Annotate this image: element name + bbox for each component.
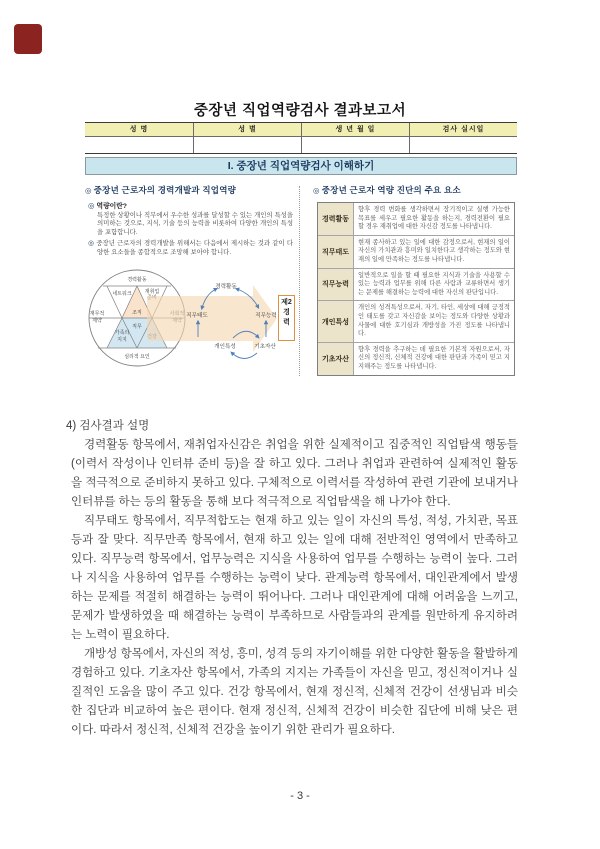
info-value-name (85, 137, 193, 153)
small-bullet-icon: ◎ (88, 201, 95, 210)
segment-psych-label: 심리적 요인 (124, 354, 150, 360)
career-development-note (88, 240, 293, 257)
factor-label: 기초자산 (318, 343, 354, 375)
cycle-job-attitude-label: 직무태도 (186, 313, 208, 319)
career-development-note-text: 중장년 근로자의 경력개발을 위해서는 다음에서 제시하는 것과 같이 다양한 요소들을 종합적으로 조망해 보아야 합니다. (96, 240, 293, 256)
page-number: - 3 - (290, 790, 310, 802)
table-row (318, 235, 514, 268)
competency-definition-body: 특정한 상황이나 직무에서 우수한 성과를 달성할 수 있는 개인의 특성을 의미하는 것으로, 지식, 기술 등의 능력을 비롯하여 다양한 개인의 특성을 포함합니다. (97, 211, 293, 236)
panel-divider (299, 186, 300, 376)
examinee-info-table (85, 122, 517, 154)
left-panel-bullets (88, 202, 293, 258)
segment-financial-label: 재무적 (89, 311, 105, 317)
cycle-job-ability-label: 직무능력 (255, 313, 277, 319)
target-bullet-icon: ◎ (313, 186, 320, 195)
info-value-birthdate (301, 137, 409, 153)
target-bullet-icon: ◎ (85, 186, 92, 195)
factor-label: 개인특성 (318, 301, 354, 341)
factor-label: 경력활동 (318, 203, 354, 235)
segment-career-activity-label: 경력활동 (127, 277, 147, 283)
info-header-row (85, 123, 517, 137)
cycle-basic-asset-label: 기초자산 (254, 344, 276, 350)
second-career-goal-box: 제2경력 (278, 295, 295, 341)
info-header-testdate: 검사 실시일 (409, 123, 517, 137)
segment-family-label: 가족의 (114, 330, 130, 336)
segment-organization-label: 조직 (132, 310, 142, 316)
table-row (318, 300, 514, 341)
results-heading: 4) 검사결과 설명 (66, 420, 150, 432)
career-factors-diagram (85, 268, 297, 378)
factor-label: 직무능력 (318, 269, 354, 301)
cycle-personal-trait-label: 개인특성 (214, 344, 236, 350)
factor-description: 일반적으로 일을 할 때 필요한 지식과 기술을 사용할 수 있는 능력과 업무를 위해 다른 사람과 교류하면서 생기는 문제를 해결하는 능력에 대한 자신의 판단입니다. (358, 271, 510, 296)
results-paragraph: 직무태도 항목에서, 직무적합도는 현재 하고 있는 일이 자신의 특성, 적성, 가치관, 목표 등과 잘 맞다. 직무만족 항목에서, 현재 하고 있는 일에 대해 전반적인 영역에서 만족하고 있다. 직무능력 항목에서, 업무능력은 지식을 사용하여 업무를 수행하는 능력이 높다. 그러나 지식을 사용하여 업무를 수행하는 능력이 낮다. 관계능력 항목에서, 대인관계에서 발생하는 문제를 적절히 해결하는 능력이 뛰어나다. 그러나 대인관계에 대해 어려움을 느끼고, 문제가 발생하였을 때 해결하는 능력이 부족하므로 사람들과의 관계를 원만하게 유지하려는 노력이 필요하다. (71, 515, 518, 641)
info-header-name: 성 명 (85, 123, 193, 137)
table-row (318, 342, 514, 375)
diagnosis-factors-panel (305, 182, 517, 380)
career-diagram-svg (85, 268, 297, 378)
report-title: 중장년 직업역량검사 결과보고서 (193, 103, 407, 119)
info-header-gender: 성 별 (193, 123, 301, 137)
info-value-row (85, 137, 517, 153)
table-row (318, 268, 514, 301)
competency-definition-heading (88, 202, 293, 212)
segment-family-label2: 지지 (117, 337, 127, 343)
left-panel-title-text: 중장년 근로자의 경력개발과 직업역량 (93, 185, 237, 195)
competency-definition-heading-text: 역량이란? (96, 203, 127, 210)
info-value-testdate (409, 137, 517, 153)
factor-description: 향후 경력을 추구하는 데 필요한 기본적 자원으로서, 자신의 정신적, 신체적 건강에 대한 판단과 가족이 믿고 지지해주는 정도를 나타냅니다. (358, 345, 510, 370)
info-header-birthdate: 생 년 월 일 (301, 123, 409, 137)
cycle-career-activity-label: 경력활동 (215, 284, 237, 290)
understanding-panels (85, 182, 517, 380)
factor-label: 직무태도 (318, 236, 354, 268)
segment-job-label: 직무 (132, 324, 142, 330)
section-header: I. 중장년 직업역량검사 이해하기 (85, 157, 517, 175)
results-section (66, 417, 518, 740)
info-value-gender (193, 137, 301, 153)
segment-financial-label2: 제약 (92, 318, 102, 324)
left-panel-title (85, 184, 236, 196)
table-row (318, 203, 514, 235)
results-paragraph: 경력활동 항목에서, 재취업자신감은 취업을 위한 실제적이고 집중적인 직업탐색 행동들(이력서 작성이나 인터뷰 준비 등)을 잘 하고 있다. 그러나 취업과 관련하여 실제적인 활동을 적극적으로 준비하지 못하고 있다. 구체적으로 이력서를 작성하여 관련 기관에 보내거나 인터뷰를 하는 등의 활동을 통해 보다 적극적으로 직업탐색을 해 나가야 한다. (71, 439, 518, 508)
right-panel-title (313, 184, 461, 196)
segment-reemployment-label: 재취업 (144, 289, 160, 295)
segment-network-label: 네트워크 (112, 291, 132, 297)
factor-description: 개인의 성격특성으로서, 자기, 타인, 세상에 대해 긍정적인 태도를 갖고 자신감을 보이는 정도와 다양한 상황과 사물에 대한 호기심과 개방성을 가진 정도를 나타냅니다. (358, 304, 510, 338)
career-development-panel (85, 182, 297, 380)
results-paragraph: 개방성 항목에서, 자신의 적성, 흥미, 성격 등의 자기이해를 위한 다양한 활동을 활발하게 경험하고 있다. 기초자산 항목에서, 가족의 지지는 가족들이 자신을 믿고, 정신적이거나 실질적인 도움을 많이 주고 있다. 건강 항목에서, 현재 정신적, 신체적 건강이 선생님과 비슷한 집단과 비교하여 높은 편이다. 현재 정신적, 신체적 건강이 비슷한 집단에 비해 낮은 편이다. 따라서 정신적, 신체적 건강을 높이기 위한 관리가 필요하다. (71, 648, 518, 736)
small-bullet-icon: ◎ (88, 240, 95, 248)
corner-marker (14, 24, 42, 54)
diagnosis-factor-table (317, 202, 515, 376)
right-panel-title-text: 중장년 근로자 역량 진단의 주요 요소 (321, 185, 461, 195)
factor-description: 현재 종사하고 있는 일에 대한 감정으로서, 현재의 일이 자신의 가치관과 흥미와 일치한다고 생각하는 정도와 현재의 일에 만족하는 정도를 나타냅니다. (358, 238, 510, 263)
factor-description: 향후 경력 변화를 생각하면서 장기적이고 실행 가능한 목표를 세우고 필요한 활동을 하는지, 경력전환이 필요할 경우 재취업에 대한 자신감 정도를 나타냅니다. (358, 206, 510, 231)
